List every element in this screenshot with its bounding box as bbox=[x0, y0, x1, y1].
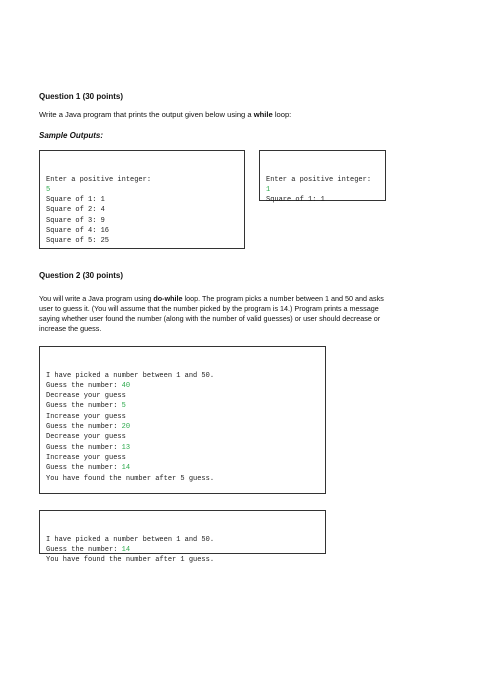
console-line: Square of 3: 9 bbox=[46, 216, 105, 225]
q1-sample-output-box-2 bbox=[259, 150, 386, 205]
console-line bbox=[46, 432, 325, 442]
question-1-prompt bbox=[39, 110, 291, 120]
console-line: Enter a positive integer: bbox=[46, 175, 152, 184]
console-text: You have found the number after 5 guess. bbox=[46, 474, 215, 483]
console-text: Guess the number: bbox=[46, 443, 122, 452]
user-input-value: 40 bbox=[121, 381, 131, 390]
user-input-value: 5 bbox=[46, 185, 51, 194]
user-input-value: 20 bbox=[121, 423, 131, 432]
console-line bbox=[46, 545, 325, 555]
console-line bbox=[46, 412, 325, 422]
console-line: Square of 1: 1 bbox=[266, 196, 325, 205]
question-2-line-3: saying whether user found the number (along with the number of valid guesses) or user should decrease or bbox=[39, 314, 381, 323]
question-2-line-1-bold: do-while bbox=[153, 294, 183, 303]
question-2-line-1-pre: You will write a Java program using bbox=[39, 294, 154, 303]
question-2-line-2: user to guess it. (You will assume that the number picked by the program is 14.) Program prints a message bbox=[39, 304, 379, 313]
console-text: Decrease your guess bbox=[46, 433, 126, 442]
question-2-line-1-post: loop. The program picks a number between 1 and 50 and asks bbox=[182, 294, 384, 303]
console-text: I have picked a number between 1 and 50. bbox=[46, 371, 215, 380]
console-line bbox=[46, 535, 325, 545]
console-line bbox=[46, 381, 325, 391]
console-text: You have found the number after 1 guess. bbox=[46, 556, 215, 565]
console-text: Guess the number: bbox=[46, 381, 122, 390]
console-line: Square of 1: 1 bbox=[46, 196, 105, 205]
question-1-prompt-pre: Write a Java program that prints the output given below using a bbox=[39, 110, 254, 119]
console-line bbox=[46, 463, 325, 473]
user-input-value: 14 bbox=[121, 464, 131, 473]
console-line: Enter a positive integer: bbox=[266, 175, 372, 184]
console-text: Increase your guess bbox=[46, 412, 126, 421]
console-line bbox=[46, 422, 325, 432]
console-line bbox=[46, 555, 325, 565]
console-line bbox=[46, 453, 325, 463]
console-text: I have picked a number between 1 and 50. bbox=[46, 535, 215, 544]
question-2-line-4: increase the guess. bbox=[39, 324, 102, 333]
q2-sample-output-box-1 bbox=[39, 346, 326, 494]
user-input-value: 13 bbox=[121, 443, 131, 452]
console-line bbox=[46, 443, 325, 453]
console-line: Square of 4: 16 bbox=[46, 227, 110, 236]
console-line bbox=[46, 474, 325, 484]
q2-sample-output-box-2 bbox=[39, 510, 326, 565]
console-line: Square of 5: 25 bbox=[46, 237, 110, 246]
question-1-title: Question 1 (30 points) bbox=[39, 92, 124, 101]
console-text: Guess the number: bbox=[46, 423, 122, 432]
user-input-value: 1 bbox=[266, 185, 271, 194]
question-2-line-1 bbox=[39, 294, 469, 304]
question-2-title: Question 2 (30 points) bbox=[39, 271, 124, 280]
console-line bbox=[46, 391, 325, 401]
console-text: Guess the number: bbox=[46, 402, 122, 411]
console-line: Square of 2: 4 bbox=[46, 206, 105, 215]
console-line bbox=[46, 401, 325, 411]
console-text: Guess the number: bbox=[46, 464, 122, 473]
console-text: Increase your guess bbox=[46, 453, 126, 462]
sample-outputs-label: Sample Outputs: bbox=[39, 131, 104, 140]
question-1-prompt-bold: while bbox=[253, 110, 273, 119]
user-input-value: 14 bbox=[121, 545, 131, 554]
user-input-value: 5 bbox=[121, 402, 126, 411]
question-2-description bbox=[39, 294, 469, 334]
q1-sample-output-box-1 bbox=[39, 150, 245, 249]
console-text: Decrease your guess bbox=[46, 392, 126, 401]
question-1-prompt-post: loop: bbox=[272, 110, 292, 119]
console-text: Guess the number: bbox=[46, 545, 122, 554]
console-line bbox=[46, 371, 325, 381]
